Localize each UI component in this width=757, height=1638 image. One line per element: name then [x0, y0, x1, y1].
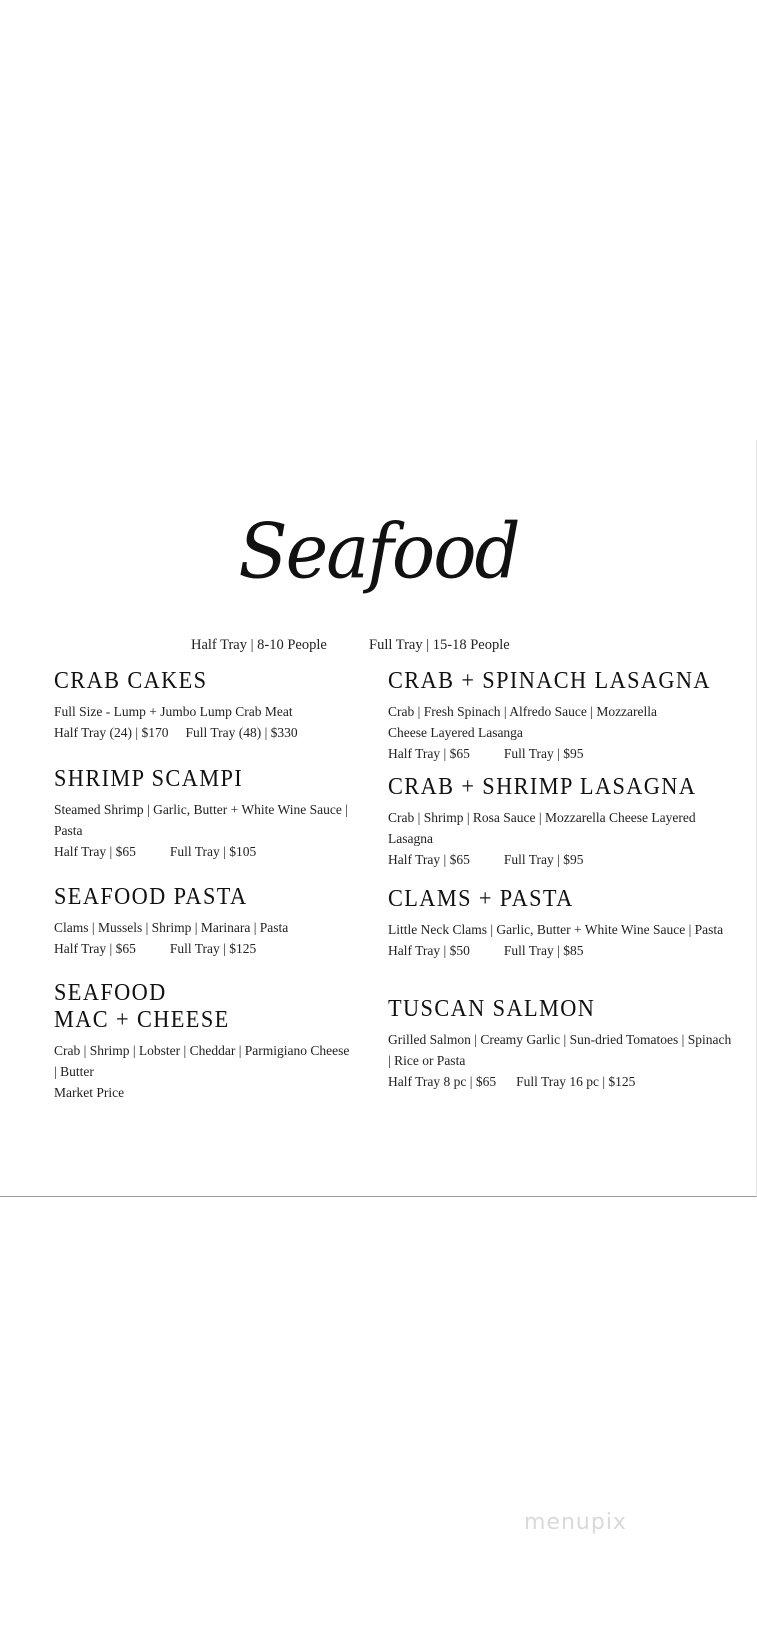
item-description: Clams | Mussels | Shrimp | Marinara | Pasta — [54, 920, 289, 935]
item-description: Full Size - Lump + Jumbo Lump Crab Meat — [54, 704, 293, 719]
half-tray-price: Half Tray 8 pc | $65 — [388, 1074, 497, 1089]
item-prices — [388, 849, 733, 870]
menupix-watermark: menupix — [524, 1510, 627, 1535]
item-description: Steamed Shrimp | Garlic, Butter + White Wine Sauce | Pasta — [54, 802, 348, 838]
item-description: Crab | Shrimp | Rosa Sauce | Mozzarella Cheese Layered Lasagna — [388, 810, 696, 846]
half-tray-price: Half Tray | $65 — [54, 844, 136, 859]
full-tray-price: Full Tray | $95 — [503, 852, 584, 867]
half-tray-price: Half Tray | $50 — [388, 943, 470, 958]
item-description: Crab | Fresh Spinach | Alfredo Sauce | Mozzarella Cheese Layered Lasanga — [388, 704, 658, 740]
item-prices — [388, 1071, 733, 1092]
full-tray-price: Full Tray (48) | $330 — [185, 725, 298, 740]
full-tray-header: Full Tray | 15-18 People — [369, 637, 510, 653]
menu-page — [0, 440, 757, 1197]
half-tray-header: Half Tray | 8-10 People — [191, 637, 327, 653]
full-tray-price: Full Tray | $95 — [503, 746, 584, 761]
item-description: Crab | Shrimp | Lobster | Cheddar | Parmigiano Cheese | Butter — [54, 1043, 350, 1079]
menu-item-clams-pasta — [388, 886, 733, 961]
menu-item-tuscan-salmon — [388, 996, 733, 1092]
menu-item-seafood-pasta — [54, 884, 354, 959]
item-prices — [54, 722, 354, 743]
full-tray-price: Full Tray 16 pc | $125 — [516, 1074, 636, 1089]
half-tray-price: Half Tray | $65 — [388, 746, 470, 761]
item-prices — [54, 938, 354, 959]
menu-item-crab-shrimp-lasagna — [388, 774, 733, 870]
full-tray-price: Full Tray | $105 — [169, 844, 257, 859]
item-name: CRAB CAKES — [54, 668, 208, 694]
item-description: Little Neck Clams | Garlic, Butter + White Wine Sauce | Pasta — [388, 922, 724, 937]
item-prices — [54, 841, 354, 862]
item-name: TUSCAN SALMON — [388, 996, 596, 1022]
item-prices — [388, 940, 733, 961]
item-name-line-2: MAC + CHEESE — [54, 1007, 230, 1033]
item-name: CRAB + SHRIMP LASAGNA — [388, 774, 697, 800]
item-description: Grilled Salmon | Creamy Garlic | Sun-dried Tomatoes | Spinach | Rice or Pasta — [388, 1032, 732, 1068]
menu-item-shrimp-scampi — [54, 766, 354, 862]
menu-item-seafood-mac-cheese — [54, 980, 354, 1103]
item-name: SEAFOOD PASTA — [54, 884, 248, 910]
item-name-line-1: SEAFOOD — [54, 980, 167, 1006]
half-tray-price: Half Tray (24) | $170 — [54, 725, 169, 740]
menu-item-crab-cakes — [54, 668, 354, 743]
full-tray-price: Full Tray | $125 — [169, 941, 257, 956]
item-name: CRAB + SPINACH LASAGNA — [388, 668, 711, 694]
item-name: SHRIMP SCAMPI — [54, 766, 244, 792]
menu-title: Seafood — [238, 506, 519, 596]
menu-item-crab-spinach-lasagna — [388, 668, 733, 764]
item-prices — [388, 743, 733, 764]
full-tray-price: Full Tray | $85 — [503, 943, 584, 958]
half-tray-price: Half Tray | $65 — [54, 941, 136, 956]
market-price: Market Price — [54, 1085, 125, 1100]
half-tray-price: Half Tray | $65 — [388, 852, 470, 867]
item-name: CLAMS + PASTA — [388, 886, 574, 912]
